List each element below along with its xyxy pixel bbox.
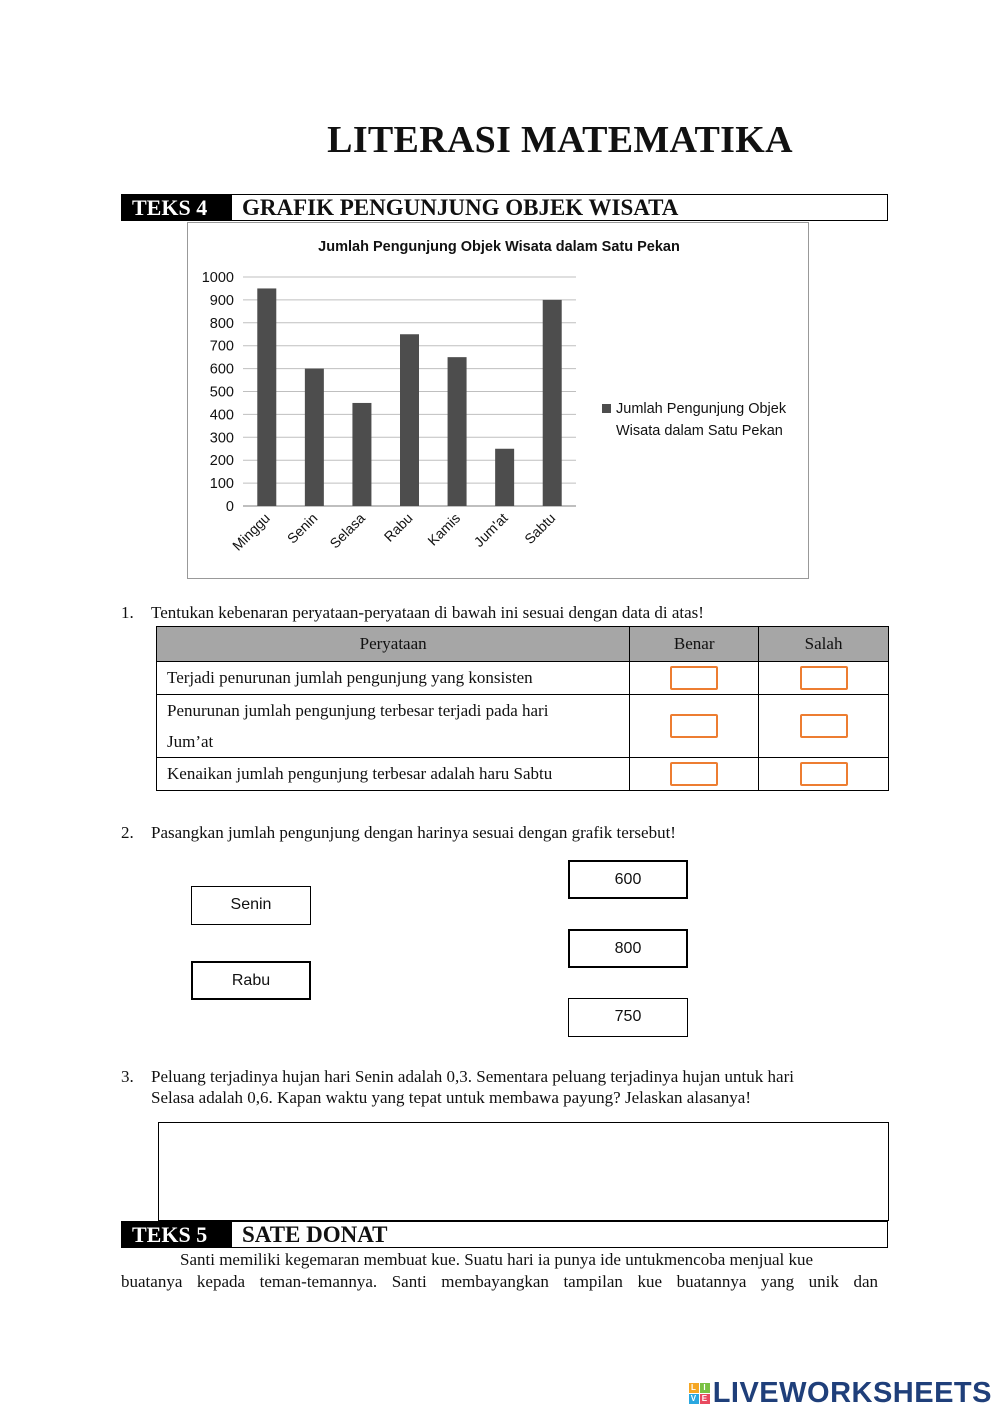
- logo-text: LIVEWORKSHEETS: [712, 1377, 992, 1409]
- question-text: Pasangkan jumlah pengunjung dengan harinya sesuai dengan grafik tersebut!: [151, 823, 676, 842]
- paragraph-line-2: buatanya kepada teman-temannya. Santi membayangkan tampilan kue buatannya yang unik dan: [121, 1272, 878, 1291]
- y-tick-label: 900: [209, 292, 234, 309]
- true-false-table: [156, 626, 889, 791]
- match-value-600[interactable]: 600: [568, 860, 688, 899]
- checkbox-true-1[interactable]: [670, 666, 718, 690]
- checkbox-false-3[interactable]: [800, 762, 848, 786]
- chart-container: [187, 222, 809, 579]
- x-tick-label: Jum'at: [470, 509, 511, 550]
- question-number: 1.: [121, 603, 134, 622]
- bar-sabtu: [543, 300, 562, 506]
- legend-line-2: Wisata dalam Satu Pekan: [616, 423, 783, 439]
- match-value-750[interactable]: 750: [568, 998, 688, 1037]
- legend-line-1: Jumlah Pengunjung Objek: [616, 401, 787, 417]
- bar-selasa: [352, 403, 371, 506]
- x-tick-label: Selasa: [326, 509, 369, 552]
- liveworksheets-logo[interactable]: [689, 1377, 992, 1410]
- paragraph-line-1: Santi memiliki kegemaran membuat kue. Suatu hari ia punya ide untukmencoba menjual kue: [180, 1250, 814, 1269]
- x-tick-label: Senin: [283, 509, 321, 547]
- x-tick-label: Sabtu: [521, 509, 559, 547]
- question-number: 3.: [121, 1067, 134, 1086]
- checkbox-true-3[interactable]: [670, 762, 718, 786]
- y-tick-label: 300: [209, 430, 234, 447]
- statement-text: Terjadi penurunan jumlah pengunjung yang konsisten: [167, 668, 533, 687]
- statement-text: Penurunan jumlah pengunjung terbesar terjadi pada hari: [167, 701, 549, 720]
- bar-minggu: [257, 288, 276, 506]
- x-tick-label: Kamis: [424, 509, 464, 549]
- bar-rabu: [400, 334, 419, 506]
- question-text-line1: Peluang terjadinya hujan hari Senin adalah 0,3. Sementara peluang terjadinya hujan untuk hari: [151, 1067, 794, 1086]
- match-day-senin[interactable]: Senin: [191, 886, 311, 925]
- statement-text: Kenaikan jumlah pengunjung terbesar adalah haru Sabtu: [167, 764, 553, 783]
- checkbox-false-1[interactable]: [800, 666, 848, 690]
- table-row: [157, 758, 889, 791]
- statement-1: [157, 662, 630, 695]
- logo-mark-icon: L I V E: [689, 1383, 710, 1404]
- answer-textarea[interactable]: [158, 1122, 889, 1221]
- bar-jumat: [495, 449, 514, 506]
- y-tick-label: 500: [209, 384, 234, 401]
- section-title: SATE DONAT: [242, 1222, 388, 1247]
- x-tick-label: Minggu: [229, 509, 273, 554]
- y-tick-label: 800: [209, 315, 234, 332]
- header-false: Salah: [759, 627, 889, 662]
- bar-kamis: [448, 357, 467, 506]
- y-tick-label: 100: [209, 476, 234, 493]
- question-number: 2.: [121, 823, 134, 842]
- checkbox-true-2[interactable]: [670, 714, 718, 738]
- statement-3: [157, 758, 630, 791]
- y-tick-label: 0: [225, 499, 234, 515]
- bar-chart: [188, 223, 808, 578]
- chart-legend: [602, 401, 787, 439]
- legend-swatch: [602, 404, 611, 413]
- y-tick-label: 700: [209, 338, 234, 355]
- y-tick-label: 200: [209, 453, 234, 470]
- question-text: Tentukan kebenaran peryataan-peryataan di bawah ini sesuai dengan data di atas!: [151, 603, 704, 622]
- y-tick-label: 400: [209, 407, 234, 424]
- header-true: Benar: [630, 627, 759, 662]
- x-tick-label: Rabu: [380, 509, 416, 545]
- section-title: GRAFIK PENGUNJUNG OBJEK WISATA: [242, 195, 679, 220]
- chart-title: Jumlah Pengunjung Objek Wisata dalam Satu Pekan: [318, 239, 680, 255]
- section-label: TEKS 4: [122, 195, 232, 220]
- statement-text-cont: Jum’at: [167, 732, 214, 751]
- match-day-rabu[interactable]: Rabu: [191, 961, 311, 1000]
- question-text-line2: Selasa adalah 0,6. Kapan waktu yang tepat untuk membawa payung? Jelaskan alasanya!: [151, 1088, 751, 1107]
- section-header-teks5: [121, 1221, 888, 1248]
- y-tick-label: 600: [209, 361, 234, 378]
- y-tick-label: 1000: [201, 270, 234, 286]
- table-row: [157, 662, 889, 695]
- section-header-teks4: [121, 194, 888, 221]
- statement-2: [157, 695, 630, 758]
- section-label: TEKS 5: [122, 1222, 232, 1247]
- bar-senin: [305, 369, 324, 506]
- table-row: [157, 695, 889, 758]
- match-value-800[interactable]: 800: [568, 929, 688, 968]
- checkbox-false-2[interactable]: [800, 714, 848, 738]
- page-title: LITERASI MATEMATIKA: [327, 119, 793, 161]
- header-statement: Peryataan: [157, 627, 630, 662]
